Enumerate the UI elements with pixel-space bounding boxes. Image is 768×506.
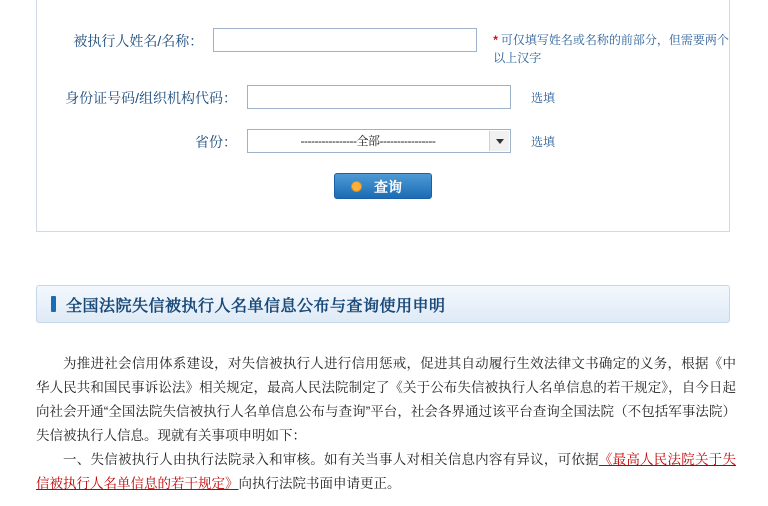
section-title: 全国法院失信被执行人名单信息公布与查询使用申明 xyxy=(66,297,446,315)
article-paragraph-2-text2: 向执行法院书面申请更正。 xyxy=(238,476,401,491)
article-paragraph-1: 为推进社会信用体系建设，对失信被执行人进行信用惩戒，促进其自动履行生效法律文书确定的义务，根据《中华人民共和国民事诉讼法》相关规定，最高人民法院制定了《关于公布失信被执行人名单信息的若干规定》，自今日起向社会开通“全国法院失信被执行人名单信息公布与查询”平台，社会各界通过该平台查询全国法院（不包括军事法院）失信被执行人信息。现就有关事项申明如下： xyxy=(36,356,736,443)
form-row-province xyxy=(37,129,729,155)
name-field-hint xyxy=(493,28,729,67)
id-input[interactable] xyxy=(247,85,511,109)
form-row-id xyxy=(37,85,729,111)
required-star-icon: * xyxy=(493,33,498,47)
province-field-label: 省份： xyxy=(195,134,237,150)
search-form xyxy=(37,0,729,199)
search-button-label: 查询 xyxy=(374,179,402,195)
search-icon xyxy=(351,181,362,192)
name-hint-text: 可仅填写姓名或名称的前部分，但需要两个以上汉字 xyxy=(493,33,729,65)
province-field-wrapper xyxy=(247,129,515,153)
name-field-wrapper xyxy=(213,28,477,52)
name-field-label: 被执行人姓名/名称： xyxy=(73,33,204,49)
article-paragraph-2-text1: 一、失信被执行人由执行法院录入和审核。如有关当事人对相关信息内容有异议，可依据 xyxy=(63,452,599,467)
province-select[interactable] xyxy=(247,129,511,153)
section-header xyxy=(36,285,730,323)
province-field-hint: 选填 xyxy=(531,135,556,149)
search-button[interactable] xyxy=(334,173,432,199)
name-input[interactable] xyxy=(213,28,477,52)
id-field-label: 身份证号码/组织机构代码： xyxy=(65,90,237,106)
form-row-name xyxy=(37,28,729,67)
id-field-wrapper xyxy=(247,85,515,109)
chevron-down-icon[interactable] xyxy=(489,131,509,151)
article-paragraph-2 xyxy=(36,448,736,496)
id-field-hint: 选填 xyxy=(531,91,556,105)
province-select-value: ----------------全部---------------- xyxy=(300,134,436,148)
search-panel xyxy=(36,0,730,232)
regulation-link[interactable]: 《最高人民法院关于失信被执行人名单信息的若干规定》 xyxy=(36,452,736,491)
marker-icon xyxy=(51,296,56,312)
submit-row xyxy=(37,173,729,199)
article-body xyxy=(36,352,736,496)
